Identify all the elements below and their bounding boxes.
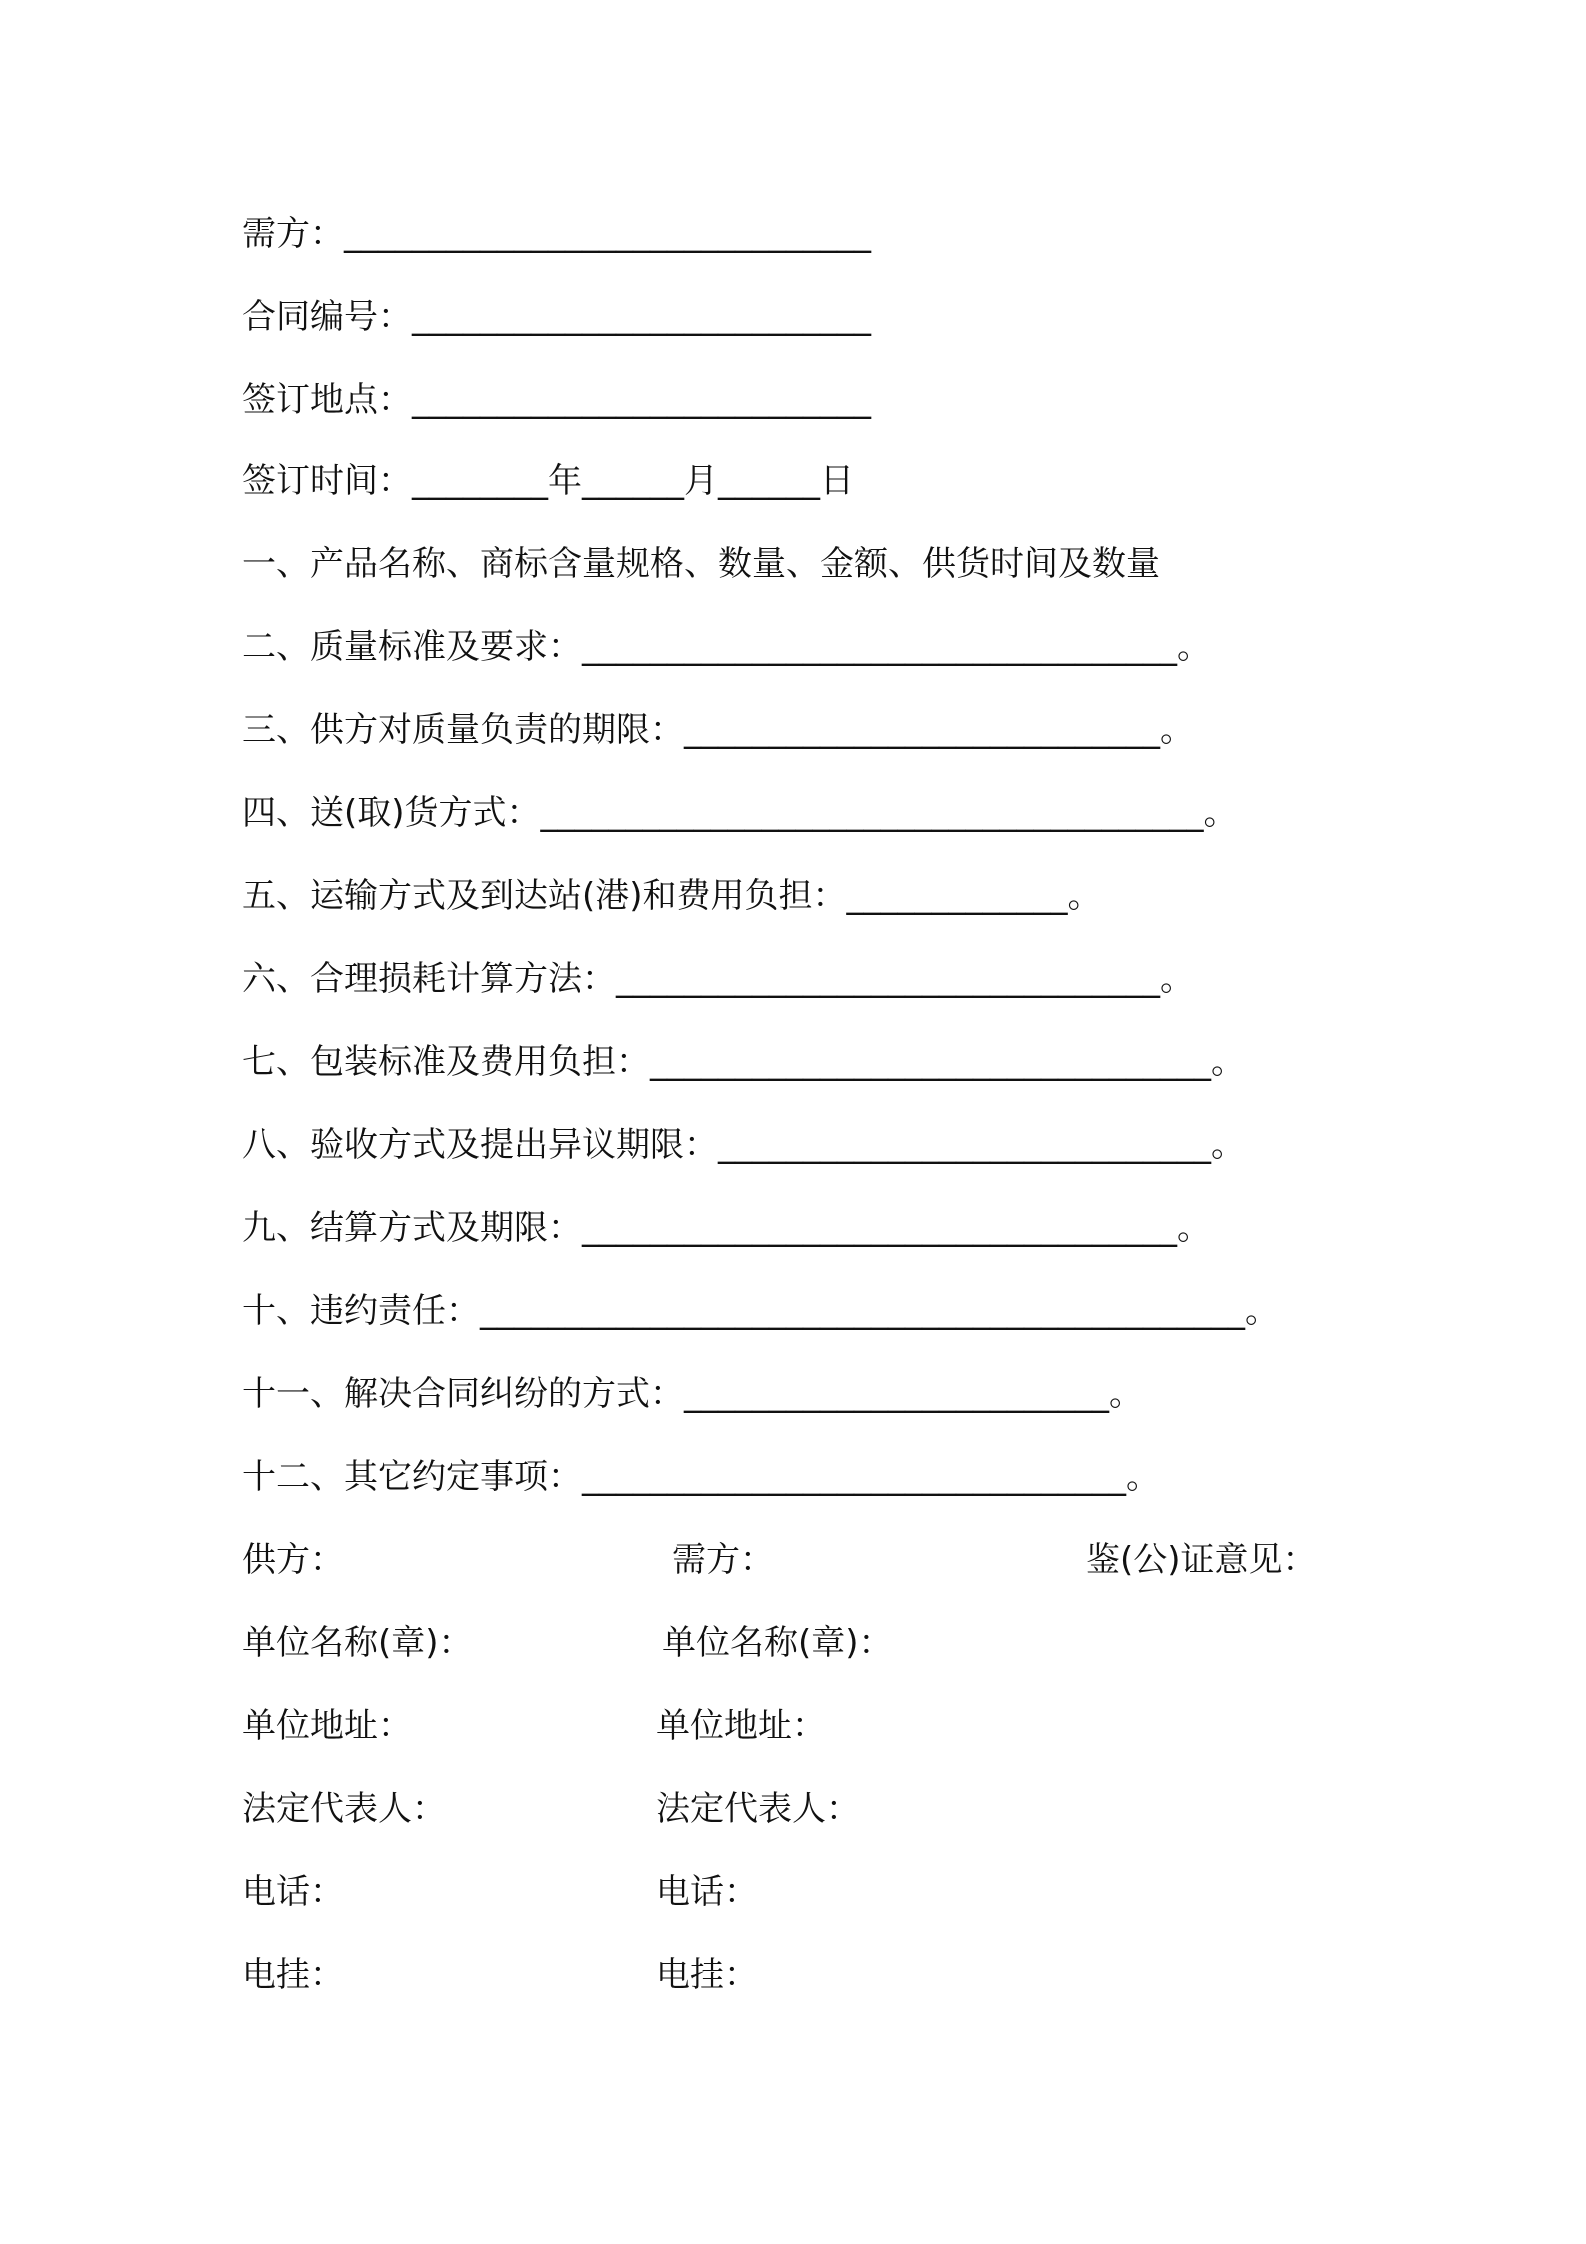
supplier-phone: 电话： [242, 1872, 344, 1912]
supplier-address: 单位地址： [242, 1706, 412, 1746]
clause-12: 十二、其它约定事项：________________________________。 [242, 1457, 1160, 1497]
supplier-legal-rep: 法定代表人： [242, 1789, 446, 1829]
clause-4: 四、送(取)货方式：_______________________________________。 [242, 793, 1238, 833]
supplier-telegraph: 电挂： [242, 1955, 344, 1995]
supplier-unit-name: 单位名称(章)： [242, 1623, 473, 1663]
clause-6: 六、合理损耗计算方法：________________________________。 [242, 959, 1194, 999]
clause-8: 八、验收方式及提出异议期限：_____________________________。 [242, 1125, 1245, 1165]
clause-1: 一、产品名称、商标含量规格、数量、金额、供货时间及数量 [242, 544, 1160, 584]
clause-9: 九、结算方式及期限：___________________________________。 [242, 1208, 1211, 1248]
buyer-line: 需方：_______________________________ [242, 214, 871, 254]
clause-11: 十一、解决合同纠纷的方式：_________________________。 [242, 1374, 1143, 1414]
buyer-address: 单位地址： [656, 1706, 826, 1746]
buyer-phone: 电话： [656, 1872, 758, 1912]
clause-5: 五、运输方式及到达站(港)和费用负担：_____________。 [242, 876, 1102, 916]
buyer-unit-name: 单位名称(章)： [662, 1623, 893, 1663]
buyer-telegraph: 电挂： [656, 1955, 758, 1995]
buyer-title: 需方： [672, 1540, 774, 1580]
sign-time-line: 签订时间：________年______月______日 [242, 461, 854, 501]
buyer-legal-rep: 法定代表人： [656, 1789, 860, 1829]
clause-10: 十、违约责任：_____________________________________________。 [242, 1291, 1279, 1331]
clause-3: 三、供方对质量负责的期限：____________________________。 [242, 710, 1194, 750]
notary-opinion-title: 鉴(公)证意见： [1086, 1540, 1317, 1580]
clause-7: 七、包装标准及费用负担：_________________________________。 [242, 1042, 1245, 1082]
contract-number-line: 合同编号：___________________________ [242, 297, 871, 337]
sign-place-line: 签订地点：___________________________ [242, 380, 871, 420]
supplier-title: 供方： [242, 1540, 344, 1580]
clause-2: 二、质量标准及要求：___________________________________。 [242, 627, 1211, 667]
